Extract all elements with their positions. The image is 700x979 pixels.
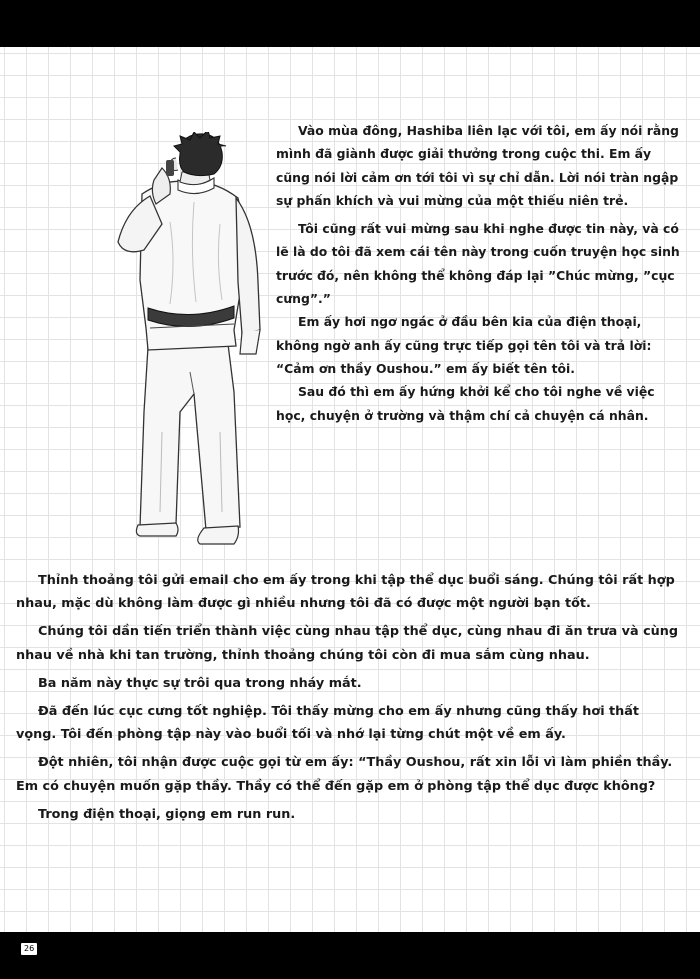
- story-text-top: [276, 119, 686, 427]
- paragraph: Tôi cũng rất vui mừng sau khi nghe được tin này, và có lẽ là do tôi đã xem cái tên này trong cuốn truyện học sinh trước đó, nên không thể không đáp lại ”Chúc mừng, ”cục cưng”.”: [276, 221, 680, 307]
- paragraph: Chúng tôi dần tiến triển thành việc cùng nhau tập thể dục, cùng nhau đi ăn trưa và cùng nhau về nhà khi tan trường, thỉnh thoảng chúng tôi còn đi mua sắm cùng nhau.: [16, 624, 679, 663]
- paragraph: Trong điện thoại, giọng em run run.: [38, 806, 296, 822]
- paragraph: Vào mùa đông, Hashiba liên lạc với tôi, em ấy nói rằng mình đã giành được giải thưởng trong cuộc thi. Em ấy cũng nói lời cảm ơn tới tôi vì sự chỉ dẫn. Lời nói tràn ngập sự phấn khích và vui mừng của một thiếu niên trẻ.: [276, 123, 679, 208]
- judo-man-illustration: [110, 132, 262, 556]
- paragraph: Đã đến lúc cục cưng tốt nghiệp. Tôi thấy mừng cho em ấy nhưng cũng thấy hơi thất vọng. Tôi đến phòng tập này vào buổi tối và nhớ lại từng chút một về em ấy.: [16, 704, 640, 743]
- paragraph: Đột nhiên, tôi nhận được cuộc gọi từ em ấy: “Thầy Oushou, rất xin lỗi vì làm phiền thầy. Em có chuyện muốn gặp thầy. Thầy có thể đến gặp em ở phòng tập thể dục được không?: [16, 755, 673, 794]
- paragraph: Em ấy hơi ngơ ngác ở đầu bên kia của điện thoại, không ngờ anh ấy cũng trực tiếp gọi tên tôi và trả lời: “Cảm ơn thầy Oushou.” em ấy biết tên tôi.: [276, 314, 652, 376]
- page-number: 26: [21, 943, 37, 955]
- paragraph: Sau đó thì em ấy hứng khởi kể cho tôi nghe về việc học, chuyện ở trường và thậm chí cả chuyện cá nhân.: [276, 384, 655, 423]
- paragraph: Thỉnh thoảng tôi gửi email cho em ấy trong khi tập thể dục buổi sáng. Chúng tôi rất hợp nhau, mặc dù không làm được gì nhiều nhưng tôi đã có được một người bạn tốt.: [16, 573, 675, 612]
- manga-page: [0, 47, 700, 932]
- story-text-bottom: [16, 569, 682, 826]
- paragraph: Ba năm này thực sự trôi qua trong nháy mắt.: [38, 675, 362, 691]
- bottom-border: [0, 932, 700, 979]
